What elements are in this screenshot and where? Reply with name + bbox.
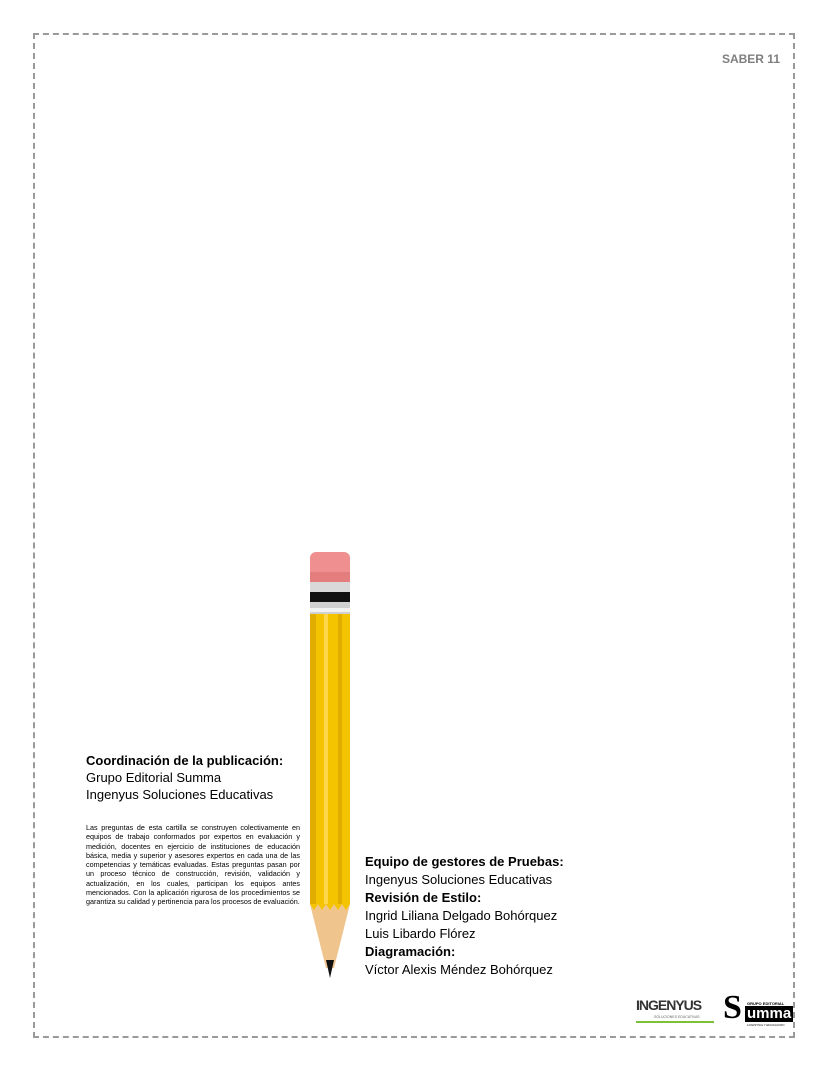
- summa-logo-tag: LOGISTICA Y EDUCACION: [747, 1023, 785, 1027]
- ingenyus-logo-word: INGENYUS: [636, 997, 702, 1013]
- testers-name: Ingenyus Soluciones Educativas: [365, 872, 553, 887]
- summa-logo: [723, 989, 792, 1027]
- credits-block: [365, 853, 625, 979]
- style-reviewer: Luis Libardo Flórez: [365, 926, 476, 941]
- coordination-heading: Coordinación de la publicación:: [86, 753, 284, 768]
- header-tag: SABER 11: [721, 52, 780, 66]
- testers-heading: Equipo de gestores de Pruebas:: [365, 854, 564, 869]
- coordination-block: [86, 752, 300, 803]
- publisher-logos: [636, 989, 792, 1027]
- summa-logo-s: S: [723, 989, 742, 1026]
- style-reviewer: Ingrid Liliana Delgado Bohórquez: [365, 908, 558, 923]
- layout-heading: Diagramación:: [365, 944, 456, 959]
- ingenyus-logo: [636, 997, 716, 1023]
- layout-name: Víctor Alexis Méndez Bohórquez: [365, 962, 553, 977]
- summa-logo-top: GRUPO EDITORIAL: [747, 1001, 785, 1006]
- ingenyus-logo-tag: SOLUCIONES EDUCATIVAS: [654, 1015, 700, 1019]
- ingenyus-logo-bar: [636, 1021, 714, 1023]
- summa-logo-word: umma: [747, 1005, 792, 1022]
- description-paragraph: Las preguntas de esta cartilla se construyen colectivamente en equipos de trabajo conformados por expertos en evaluación y medición, docentes en ejercicio de instituciones de educación básica, media y superior y asesores expertos en cada una de las competencias y temáticas evaluadas. Estas preguntas pasan por un proceso técnico de construcción, revisión, validación y actualización, en los cuales, participan los equipos antes mencionados. Con la aplicación rigurosa de los procedimientos se garantiza su calidad y pertinencia para los procesos de evaluación.: [86, 823, 300, 907]
- style-heading: Revisión de Estilo:: [365, 890, 482, 905]
- coordination-line: Ingenyus Soluciones Educativas: [86, 787, 274, 802]
- coordination-line: Grupo Editorial Summa: [86, 770, 222, 785]
- pencil-illustration: [305, 550, 355, 980]
